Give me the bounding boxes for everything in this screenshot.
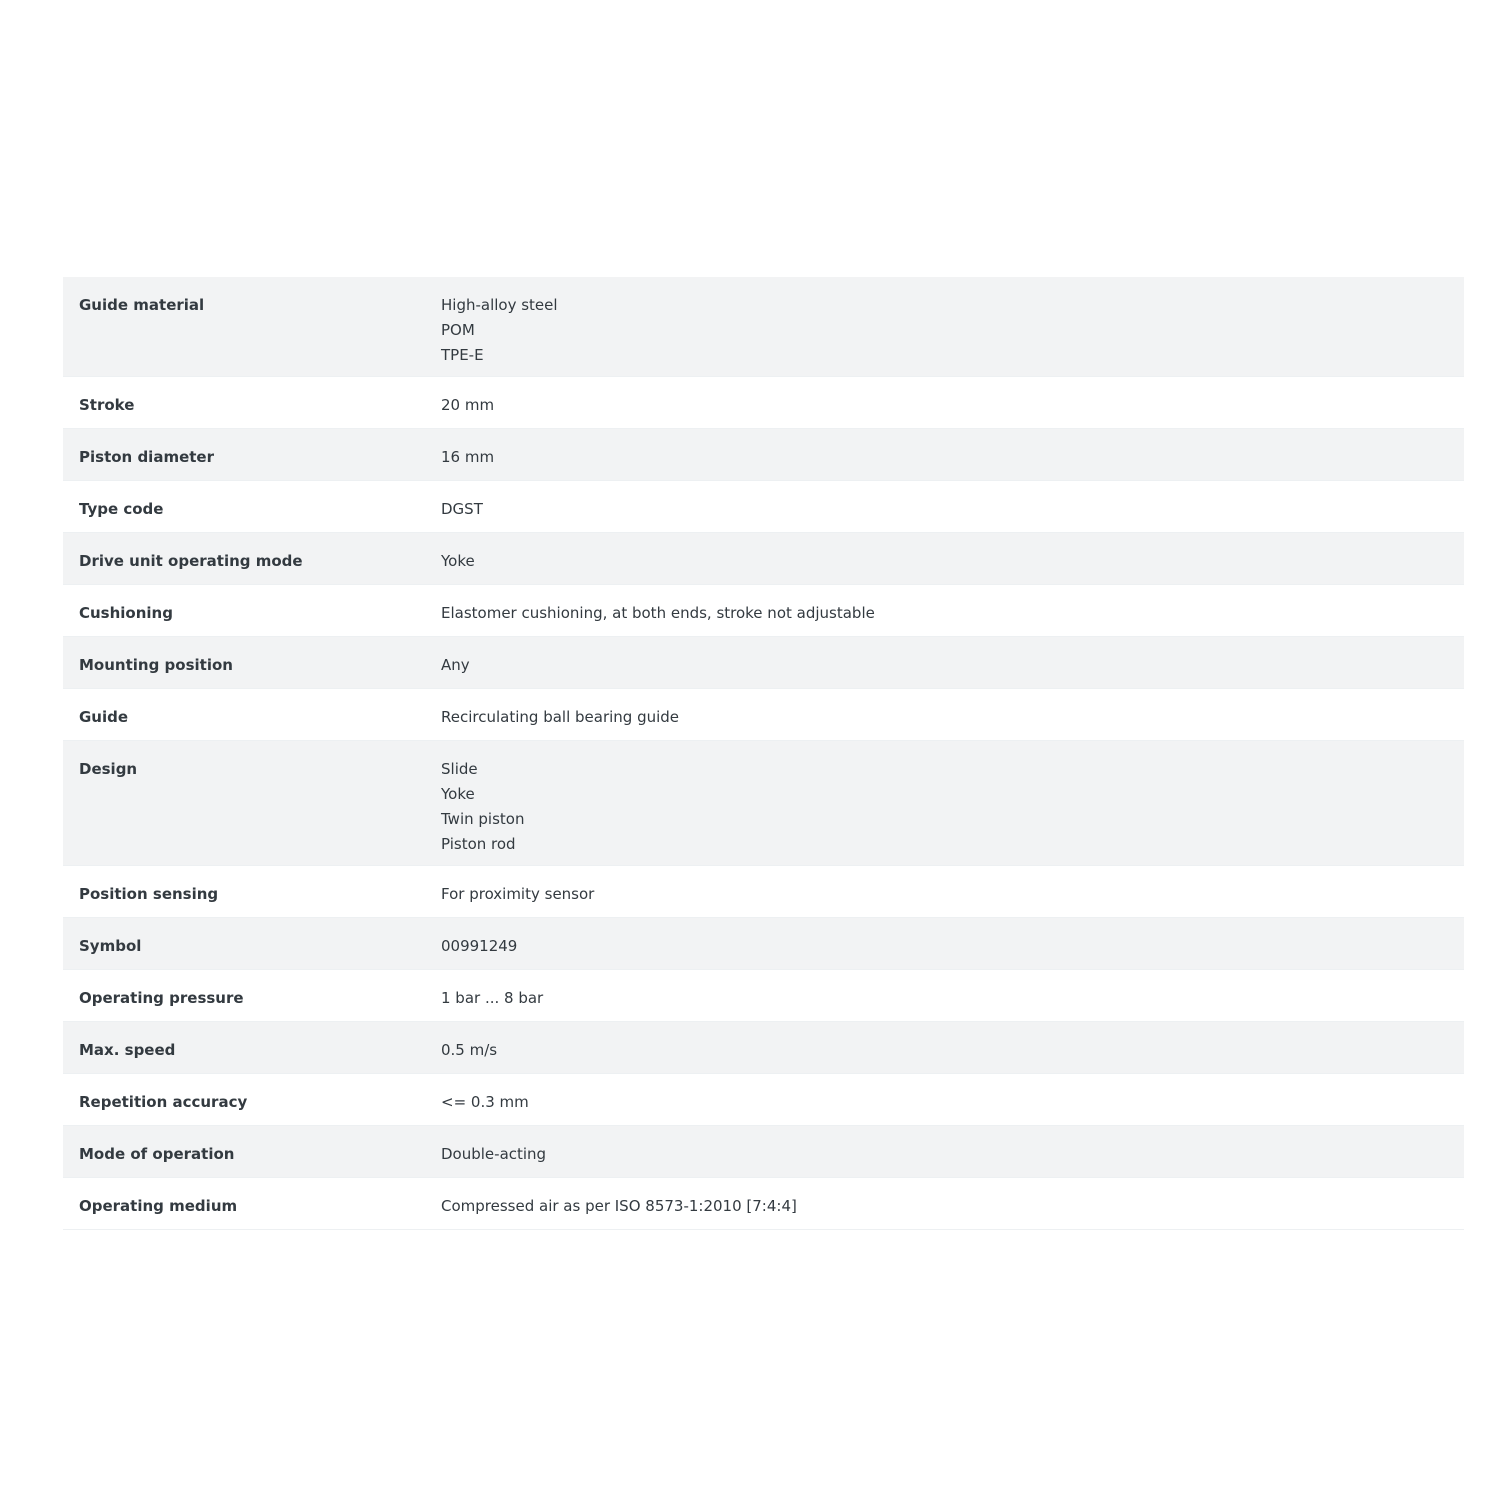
spec-value (441, 757, 1464, 857)
spec-row-guide-material (63, 277, 1464, 377)
spec-value-line: Twin piston (441, 810, 525, 828)
spec-label: Symbol (79, 937, 142, 955)
spec-value: Compressed air as per ISO 8573-1:2010 [7:4:4] (441, 1197, 797, 1215)
spec-value: 20 mm (441, 396, 495, 414)
spec-row-operating-pressure (63, 970, 1464, 1022)
spec-value: Double-acting (441, 1145, 547, 1163)
spec-row-symbol (63, 918, 1464, 970)
spec-label: Guide (79, 708, 129, 726)
spec-row-type-code (63, 481, 1464, 533)
spec-label: Position sensing (79, 885, 219, 903)
spec-row-stroke (63, 377, 1464, 429)
spec-row-guide (63, 689, 1464, 741)
spec-label: Mode of operation (79, 1145, 235, 1163)
spec-value: 0.5 m/s (441, 1041, 498, 1059)
spec-value-line: High-alloy steel (441, 296, 558, 314)
spec-label: Type code (79, 500, 164, 518)
spec-label: Cushioning (79, 604, 173, 622)
spec-value: Any (441, 656, 470, 674)
spec-row-repetition-accuracy (63, 1074, 1464, 1126)
spec-label: Piston diameter (79, 448, 214, 466)
spec-label: Stroke (79, 396, 135, 414)
spec-value (441, 293, 1464, 368)
spec-row-max-speed (63, 1022, 1464, 1074)
spec-row-position-sensing (63, 866, 1464, 918)
spec-value: Recirculating ball bearing guide (441, 708, 680, 726)
spec-value: 00991249 (441, 937, 518, 955)
spec-value: DGST (441, 500, 483, 518)
spec-row-design (63, 741, 1464, 866)
spec-row-cushioning (63, 585, 1464, 637)
spec-row-drive-unit-operating-mode (63, 533, 1464, 585)
spec-label: Guide material (79, 296, 205, 314)
spec-row-mode-of-operation (63, 1126, 1464, 1178)
spec-row-mounting-position (63, 637, 1464, 689)
spec-value: <= 0.3 mm (441, 1093, 529, 1111)
spec-value: For proximity sensor (441, 885, 595, 903)
spec-value-line: Yoke (441, 785, 475, 803)
spec-row-operating-medium (63, 1178, 1464, 1230)
spec-value: Yoke (441, 552, 475, 570)
spec-value: Elastomer cushioning, at both ends, stroke not adjustable (441, 604, 875, 622)
spec-value: 16 mm (441, 448, 495, 466)
spec-label: Mounting position (79, 656, 233, 674)
spec-label: Drive unit operating mode (79, 552, 303, 570)
specification-table (63, 277, 1464, 1230)
spec-value-line: Piston rod (441, 835, 516, 853)
spec-label: Max. speed (79, 1041, 176, 1059)
spec-label: Design (79, 760, 138, 778)
spec-value-line: POM (441, 321, 475, 339)
spec-row-piston-diameter (63, 429, 1464, 481)
spec-label: Operating pressure (79, 989, 244, 1007)
spec-value: 1 bar ... 8 bar (441, 989, 544, 1007)
spec-label: Repetition accuracy (79, 1093, 248, 1111)
spec-value-line: TPE-E (441, 346, 484, 364)
spec-value-line: Slide (441, 760, 478, 778)
spec-label: Operating medium (79, 1197, 238, 1215)
